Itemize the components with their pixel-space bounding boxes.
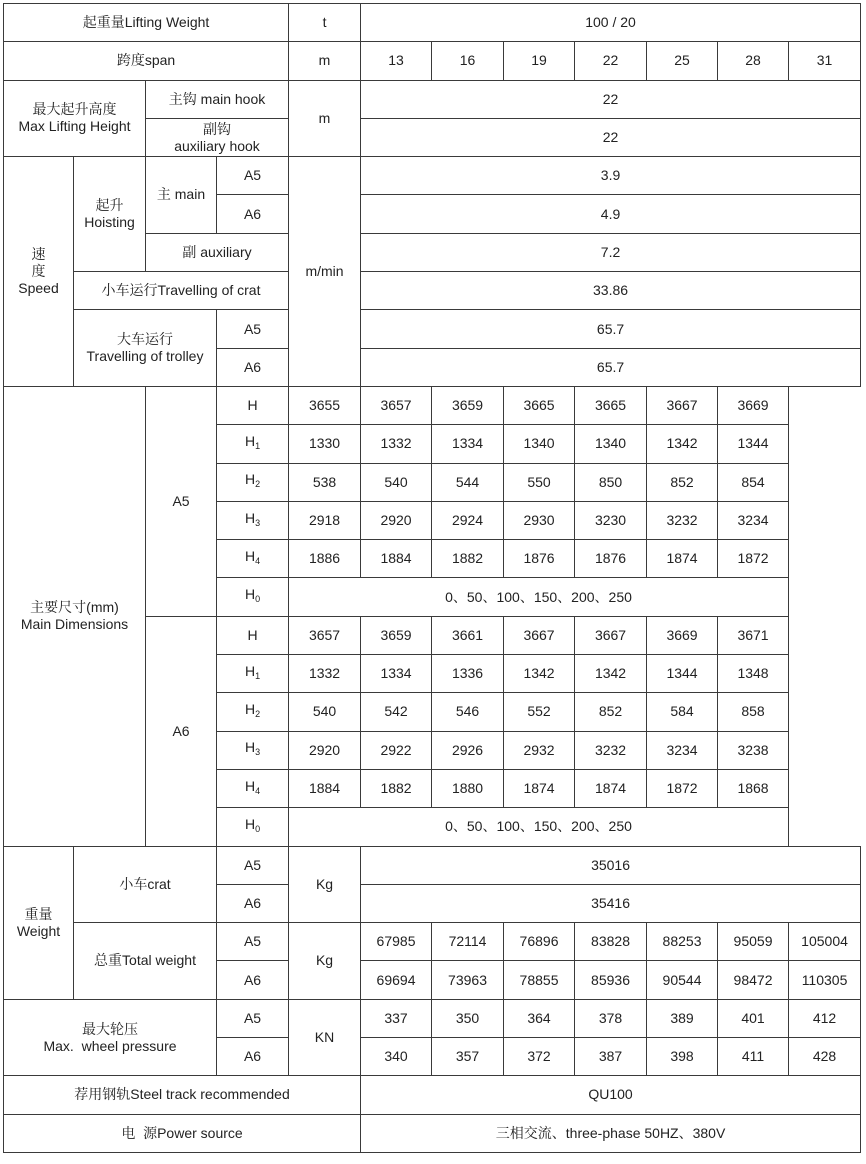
dim-value: 2920 bbox=[289, 731, 361, 769]
total-weight-value: 90544 bbox=[647, 961, 718, 999]
hoisting-main-a6-value: 4.9 bbox=[361, 195, 861, 233]
dim-value: 544 bbox=[432, 463, 504, 501]
dim-value: 3238 bbox=[718, 731, 789, 769]
dim-value: 1874 bbox=[575, 769, 647, 807]
dim-value: 1872 bbox=[718, 540, 789, 578]
wheel-pressure-value: 340 bbox=[361, 1038, 432, 1076]
param-subscript: 3 bbox=[255, 747, 261, 758]
hoisting-label bbox=[74, 157, 146, 272]
dim-param-h0 bbox=[217, 578, 289, 616]
lifting-weight-label: 起重量Lifting Weight bbox=[4, 4, 289, 42]
dim-value: 1336 bbox=[432, 655, 504, 693]
dim-param-h3 bbox=[217, 501, 289, 539]
wheel-pressure-value: 412 bbox=[789, 999, 861, 1037]
total-weight-value: 72114 bbox=[432, 923, 504, 961]
param-letter: H bbox=[244, 471, 256, 488]
dim-value: 3234 bbox=[647, 731, 718, 769]
dim-param-h1 bbox=[217, 655, 289, 693]
main-hook-height: 22 bbox=[361, 80, 861, 118]
dim-value: 2924 bbox=[432, 501, 504, 539]
power-source-value: 三相交流、three-phase 50HZ、380V bbox=[361, 1114, 861, 1152]
dim-value: 1342 bbox=[647, 425, 718, 463]
max-height-label-en: Max Lifting Height bbox=[18, 118, 131, 135]
param-letter: H bbox=[244, 700, 256, 717]
wheel-pressure-value: 337 bbox=[361, 999, 432, 1037]
dim-value: 858 bbox=[718, 693, 789, 731]
hoisting-aux-label: 副 auxiliary bbox=[146, 233, 289, 271]
total-weight-value: 73963 bbox=[432, 961, 504, 999]
dim-value: 3667 bbox=[575, 616, 647, 654]
wheel-pressure-value: 372 bbox=[504, 1038, 575, 1076]
speed-unit: m/min bbox=[289, 157, 361, 387]
hoisting-label-en: Hoisting bbox=[84, 214, 135, 231]
dim-value: 1330 bbox=[289, 425, 361, 463]
wheel-pressure-value: 411 bbox=[718, 1038, 789, 1076]
param-letter: H bbox=[244, 777, 256, 794]
dim-value: 584 bbox=[647, 693, 718, 731]
dim-value: 538 bbox=[289, 463, 361, 501]
speed-label-cn2: 度 bbox=[31, 263, 46, 280]
weight-total-a5-row bbox=[4, 923, 861, 961]
dim-value: 3234 bbox=[718, 501, 789, 539]
steel-track-value: QU100 bbox=[361, 1076, 861, 1114]
steel-track-row bbox=[4, 1076, 861, 1114]
dim-value: 1332 bbox=[361, 425, 432, 463]
dim-value: 1876 bbox=[575, 540, 647, 578]
lifting-weight-value: 100 / 20 bbox=[361, 4, 861, 42]
dim-value: 540 bbox=[289, 693, 361, 731]
wheel-pressure-value: 401 bbox=[718, 999, 789, 1037]
dim-value: 2920 bbox=[361, 501, 432, 539]
param-letter: H bbox=[244, 815, 256, 832]
dim-param-h4 bbox=[217, 540, 289, 578]
dim-param-h4 bbox=[217, 769, 289, 807]
wheel-pressure-value: 387 bbox=[575, 1038, 647, 1076]
dim-value: 546 bbox=[432, 693, 504, 731]
dim-value: 2932 bbox=[504, 731, 575, 769]
dim-value: 1880 bbox=[432, 769, 504, 807]
hoisting-label-cn: 起升 bbox=[95, 197, 124, 214]
wheel-pressure-label bbox=[4, 999, 217, 1076]
param-subscript: 4 bbox=[255, 785, 261, 796]
span-value: 16 bbox=[432, 42, 504, 80]
dim-param-h3 bbox=[217, 731, 289, 769]
lifting-weight-unit: t bbox=[289, 4, 361, 42]
speed-main-a5-row bbox=[4, 157, 861, 195]
dim-value: 852 bbox=[647, 463, 718, 501]
trolley-travel-label-en: Travelling of trolley bbox=[86, 348, 204, 365]
dim-value: 1340 bbox=[504, 425, 575, 463]
span-value: 31 bbox=[789, 42, 861, 80]
dim-value: 2918 bbox=[289, 501, 361, 539]
span-value: 22 bbox=[575, 42, 647, 80]
class-a6: A6 bbox=[217, 961, 289, 999]
dim-value: 1348 bbox=[718, 655, 789, 693]
dim-param-h: H bbox=[217, 616, 289, 654]
trolley-a5-value: 65.7 bbox=[361, 310, 861, 348]
total-weight-value: 105004 bbox=[789, 923, 861, 961]
dim-value: 3669 bbox=[718, 386, 789, 424]
span-label: 跨度span bbox=[4, 42, 289, 80]
dim-param-h0 bbox=[217, 808, 289, 846]
total-weight-value: 69694 bbox=[361, 961, 432, 999]
dim-value: 2930 bbox=[504, 501, 575, 539]
dim-value: 550 bbox=[504, 463, 575, 501]
dim-value: 1344 bbox=[718, 425, 789, 463]
aux-hook-label-cn: 副钩 bbox=[203, 120, 231, 137]
param-subscript: 2 bbox=[255, 479, 261, 490]
dim-value: 1344 bbox=[647, 655, 718, 693]
crab-travel-label: 小车运行Travelling of crat bbox=[74, 272, 289, 310]
crab-travel-value: 33.86 bbox=[361, 272, 861, 310]
span-value: 13 bbox=[361, 42, 432, 80]
dim-value: 1884 bbox=[361, 540, 432, 578]
param-subscript: 2 bbox=[255, 708, 261, 719]
class-a6: A6 bbox=[217, 884, 289, 922]
speed-trolley-a5-row bbox=[4, 310, 861, 348]
main-dimensions-label-en: Main Dimensions bbox=[20, 616, 129, 633]
wheel-pressure-a5-row bbox=[4, 999, 861, 1037]
total-weight-value: 110305 bbox=[789, 961, 861, 999]
class-a5: A5 bbox=[217, 846, 289, 884]
wheel-pressure-value: 398 bbox=[647, 1038, 718, 1076]
aux-hook-label-en: auxiliary hook bbox=[174, 137, 260, 154]
total-weight-value: 78855 bbox=[504, 961, 575, 999]
total-weight-value: 67985 bbox=[361, 923, 432, 961]
max-height-main-row bbox=[4, 80, 861, 118]
total-weight-label: 总重Total weight bbox=[74, 923, 217, 1000]
dim-value: 1340 bbox=[575, 425, 647, 463]
steel-track-label: 荐用钢轨Steel track recommended bbox=[4, 1076, 361, 1114]
wheel-pressure-value: 357 bbox=[432, 1038, 504, 1076]
dim-param-h2 bbox=[217, 463, 289, 501]
dim-h0-value: 0、50、100、150、200、250 bbox=[289, 578, 789, 616]
dim-value: 3661 bbox=[432, 616, 504, 654]
speed-crab-row bbox=[4, 272, 861, 310]
dim-value: 3655 bbox=[289, 386, 361, 424]
dim-value: 1342 bbox=[575, 655, 647, 693]
total-weight-unit: Kg bbox=[289, 923, 361, 1000]
wheel-pressure-label-en: Max. wheel pressure bbox=[43, 1037, 177, 1054]
dim-value: 852 bbox=[575, 693, 647, 731]
lifting-weight-row bbox=[4, 4, 861, 42]
total-weight-value: 76896 bbox=[504, 923, 575, 961]
dim-value: 1874 bbox=[647, 540, 718, 578]
dim-value: 1334 bbox=[432, 425, 504, 463]
wheel-pressure-value: 350 bbox=[432, 999, 504, 1037]
dim-value: 1342 bbox=[504, 655, 575, 693]
dim-value: 1334 bbox=[361, 655, 432, 693]
dim-value: 2922 bbox=[361, 731, 432, 769]
power-source-label: 电 源Power source bbox=[4, 1114, 361, 1152]
total-weight-value: 85936 bbox=[575, 961, 647, 999]
dim-value: 540 bbox=[361, 463, 432, 501]
main-hook-label: 主钩 main hook bbox=[146, 80, 289, 118]
crab-weight-a6: 35416 bbox=[361, 884, 861, 922]
dim-value: 3665 bbox=[575, 386, 647, 424]
trolley-travel-label-cn: 大车运行 bbox=[117, 331, 173, 348]
speed-label bbox=[4, 157, 74, 387]
dim-value: 1332 bbox=[289, 655, 361, 693]
param-subscript: 0 bbox=[255, 594, 261, 605]
dim-value: 1882 bbox=[432, 540, 504, 578]
span-unit: m bbox=[289, 42, 361, 80]
dim-value: 3667 bbox=[504, 616, 575, 654]
class-a5: A5 bbox=[217, 310, 289, 348]
class-a6: A6 bbox=[217, 1038, 289, 1076]
dim-value: 1886 bbox=[289, 540, 361, 578]
dim-value: 1882 bbox=[361, 769, 432, 807]
hoisting-main-label: 主 main bbox=[146, 157, 217, 234]
aux-hook-label bbox=[146, 118, 289, 156]
wheel-pressure-value: 364 bbox=[504, 999, 575, 1037]
param-subscript: 1 bbox=[255, 440, 261, 451]
dim-value: 1876 bbox=[504, 540, 575, 578]
class-a5: A5 bbox=[217, 157, 289, 195]
param-letter: H bbox=[244, 662, 256, 679]
max-height-label-cn: 最大起升高度 bbox=[32, 101, 117, 118]
max-height-unit: m bbox=[289, 80, 361, 157]
dim-a5-h-row bbox=[4, 386, 861, 424]
dim-value: 3232 bbox=[647, 501, 718, 539]
crab-weight-a5: 35016 bbox=[361, 846, 861, 884]
total-weight-value: 98472 bbox=[718, 961, 789, 999]
dim-value: 542 bbox=[361, 693, 432, 731]
param-subscript: 0 bbox=[255, 823, 261, 834]
total-weight-value: 88253 bbox=[647, 923, 718, 961]
weight-label-en: Weight bbox=[16, 922, 61, 939]
dim-value: 3232 bbox=[575, 731, 647, 769]
dim-value: 3671 bbox=[718, 616, 789, 654]
dim-class-a6: A6 bbox=[146, 616, 217, 846]
weight-label bbox=[4, 846, 74, 999]
dim-value: 3657 bbox=[289, 616, 361, 654]
span-value: 25 bbox=[647, 42, 718, 80]
dim-value: 3657 bbox=[361, 386, 432, 424]
wheel-pressure-value: 389 bbox=[647, 999, 718, 1037]
class-a6: A6 bbox=[217, 348, 289, 386]
param-letter: H bbox=[244, 432, 256, 449]
param-letter: H bbox=[244, 509, 256, 526]
dim-value: 3230 bbox=[575, 501, 647, 539]
param-letter: H bbox=[244, 586, 256, 603]
span-value: 28 bbox=[718, 42, 789, 80]
main-dimensions-label-cn: 主要尺寸(mm) bbox=[30, 599, 119, 616]
speed-label-cn: 速 bbox=[31, 246, 46, 263]
dim-value: 1872 bbox=[647, 769, 718, 807]
crab-weight-label: 小车crat bbox=[74, 846, 217, 923]
dim-value: 552 bbox=[504, 693, 575, 731]
wheel-pressure-value: 428 bbox=[789, 1038, 861, 1076]
dim-value: 3665 bbox=[504, 386, 575, 424]
wheel-pressure-value: 378 bbox=[575, 999, 647, 1037]
hoisting-aux-value: 7.2 bbox=[361, 233, 861, 271]
span-value: 19 bbox=[504, 42, 575, 80]
dim-param-h: H bbox=[217, 386, 289, 424]
dim-value: 2926 bbox=[432, 731, 504, 769]
hoisting-main-a5-value: 3.9 bbox=[361, 157, 861, 195]
dim-value: 3669 bbox=[647, 616, 718, 654]
span-row bbox=[4, 42, 861, 80]
param-letter: H bbox=[244, 739, 256, 756]
dim-value: 850 bbox=[575, 463, 647, 501]
param-subscript: 3 bbox=[255, 517, 261, 528]
dim-value: 3659 bbox=[432, 386, 504, 424]
trolley-travel-label bbox=[74, 310, 217, 387]
main-dimensions-label bbox=[4, 386, 146, 846]
dim-class-a5: A5 bbox=[146, 386, 217, 616]
class-a6: A6 bbox=[217, 195, 289, 233]
dim-value: 1874 bbox=[504, 769, 575, 807]
trolley-a6-value: 65.7 bbox=[361, 348, 861, 386]
dim-param-h2 bbox=[217, 693, 289, 731]
wheel-pressure-unit: KN bbox=[289, 999, 361, 1076]
max-height-label bbox=[4, 80, 146, 157]
dim-value: 3667 bbox=[647, 386, 718, 424]
dim-value: 854 bbox=[718, 463, 789, 501]
total-weight-value: 83828 bbox=[575, 923, 647, 961]
crab-weight-unit: Kg bbox=[289, 846, 361, 923]
total-weight-value: 95059 bbox=[718, 923, 789, 961]
dim-value: 3659 bbox=[361, 616, 432, 654]
class-a5: A5 bbox=[217, 923, 289, 961]
speed-label-en: Speed bbox=[18, 280, 59, 297]
weight-label-cn: 重量 bbox=[24, 905, 53, 922]
dim-value: 1884 bbox=[289, 769, 361, 807]
aux-hook-height: 22 bbox=[361, 118, 861, 156]
wheel-pressure-label-cn: 最大轮压 bbox=[82, 1020, 138, 1037]
weight-crab-a5-row bbox=[4, 846, 861, 884]
crane-spec-table bbox=[3, 3, 861, 1153]
dim-h0-value: 0、50、100、150、200、250 bbox=[289, 808, 789, 846]
param-subscript: 1 bbox=[255, 670, 261, 681]
dim-value: 1868 bbox=[718, 769, 789, 807]
param-letter: H bbox=[244, 547, 256, 564]
param-subscript: 4 bbox=[255, 555, 261, 566]
dim-param-h1 bbox=[217, 425, 289, 463]
power-source-row bbox=[4, 1114, 861, 1152]
class-a5: A5 bbox=[217, 999, 289, 1037]
